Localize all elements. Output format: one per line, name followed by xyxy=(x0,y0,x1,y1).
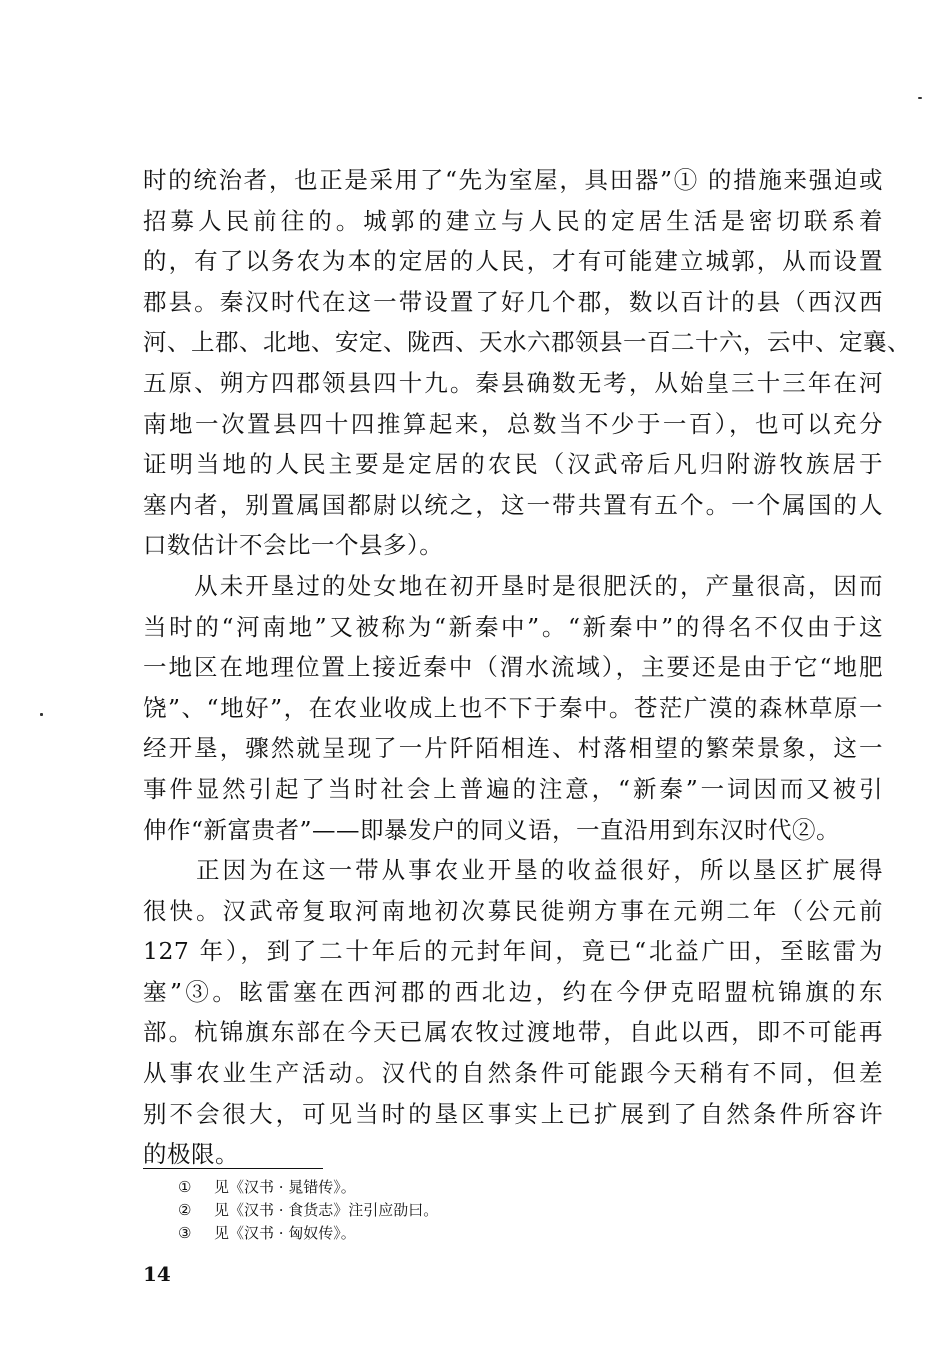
text-line: 的极限。 xyxy=(143,1140,239,1169)
text-line: 正因为在这一带从事农业开垦的收益很好，所以垦区扩展得 xyxy=(143,856,883,885)
scan-speck xyxy=(918,97,922,99)
scan-speck xyxy=(40,713,43,716)
text-line: 从事农业生产活动。汉代的自然条件可能跟今天稍有不同，但差 xyxy=(143,1059,883,1088)
text-line: 塞”③。眩雷塞在西河郡的西北边，约在今伊克昭盟杭锦旗的东 xyxy=(143,977,883,1006)
page-number: 14 xyxy=(143,1262,171,1286)
text-line: 的，有了以务农为本的定居的人民，才有可能建立城郭，从而设置 xyxy=(143,247,883,276)
text-line: 当时的“河南地”又被称为“新秦中”。“新秦中”的得名不仅由于这 xyxy=(143,612,883,641)
text-line: 饶”、“地好”，在农业收成上也不下于秦中。苍茫广漠的森林草原一 xyxy=(143,693,883,722)
footnote-mark: ② xyxy=(178,1201,192,1219)
text-line: 五原、朔方四郡领县四十九。秦县确数无考，从始皇三十三年在河 xyxy=(143,368,883,397)
footnote xyxy=(178,1176,678,1199)
footnote-mark: ③ xyxy=(178,1224,192,1242)
text-line: 从未开垦过的处女地在初开垦时是很肥沃的，产量很高，因而 xyxy=(143,571,883,600)
text-line: 南地一次置县四十四推算起来，总数当不少于一百），也可以充分 xyxy=(143,409,883,438)
body-text xyxy=(143,160,911,1175)
text-line: 经开垦，骤然就呈现了一片阡陌相连、村落相望的繁荣景象，这一 xyxy=(143,734,883,763)
text-line: 很快。汉武帝复取河南地初次募民徙朔方事在元朔二年（公元前 xyxy=(143,896,883,925)
text-line: 证明当地的人民主要是定居的农民（汉武帝后凡归附游牧族居于 xyxy=(143,450,883,479)
text-line: 河、上郡、北地、安定、陇西、天水六郡领县一百二十六，云中、定襄、 xyxy=(143,328,911,357)
footnote-text: 见《汉书 · 匈奴传》。 xyxy=(214,1224,356,1242)
text-line: 事件显然引起了当时社会上普遍的注意，“新秦”一词因而又被引 xyxy=(143,774,883,803)
footnote xyxy=(178,1199,678,1222)
text-line: 口数估计不会比一个县多）。 xyxy=(143,531,444,560)
text-line: 伸作“新富贵者”——即暴发户的同义语，一直沿用到东汉时代②。 xyxy=(143,815,841,844)
text-line: 郡县。秦汉时代在这一带设置了好几个郡，数以百计的县（西汉西 xyxy=(143,287,883,316)
footnotes xyxy=(178,1176,678,1245)
text-line: 塞内者，别置属国都尉以统之，这一带共置有五个。一个属国的人 xyxy=(143,490,883,519)
text-line: 别不会很大，可见当时的垦区事实上已扩展到了自然条件所容许 xyxy=(143,1099,883,1128)
text-line: 部。杭锦旗东部在今天已属农牧过渡地带，自此以西，即不可能再 xyxy=(143,1018,883,1047)
text-line: 一地区在地理位置上接近秦中（渭水流域），主要还是由于它“地肥 xyxy=(143,653,883,682)
text-line: 招募人民前往的。城郭的建立与人民的定居生活是密切联系着 xyxy=(143,206,883,235)
footnote xyxy=(178,1222,678,1245)
footnote-text: 见《汉书 · 食货志》注引应劭曰。 xyxy=(214,1201,439,1219)
footnote-mark: ① xyxy=(178,1178,192,1196)
text-line: 时的统治者，也正是采用了“先为室屋，具田器”① 的措施来强迫或 xyxy=(143,166,883,194)
footnote-divider xyxy=(143,1168,323,1169)
footnote-text: 见《汉书 · 晁错传》。 xyxy=(214,1178,356,1196)
text-line: 127 年），到了二十年后的元封年间，竟已“北益广田，至眩雷为 xyxy=(143,937,883,966)
